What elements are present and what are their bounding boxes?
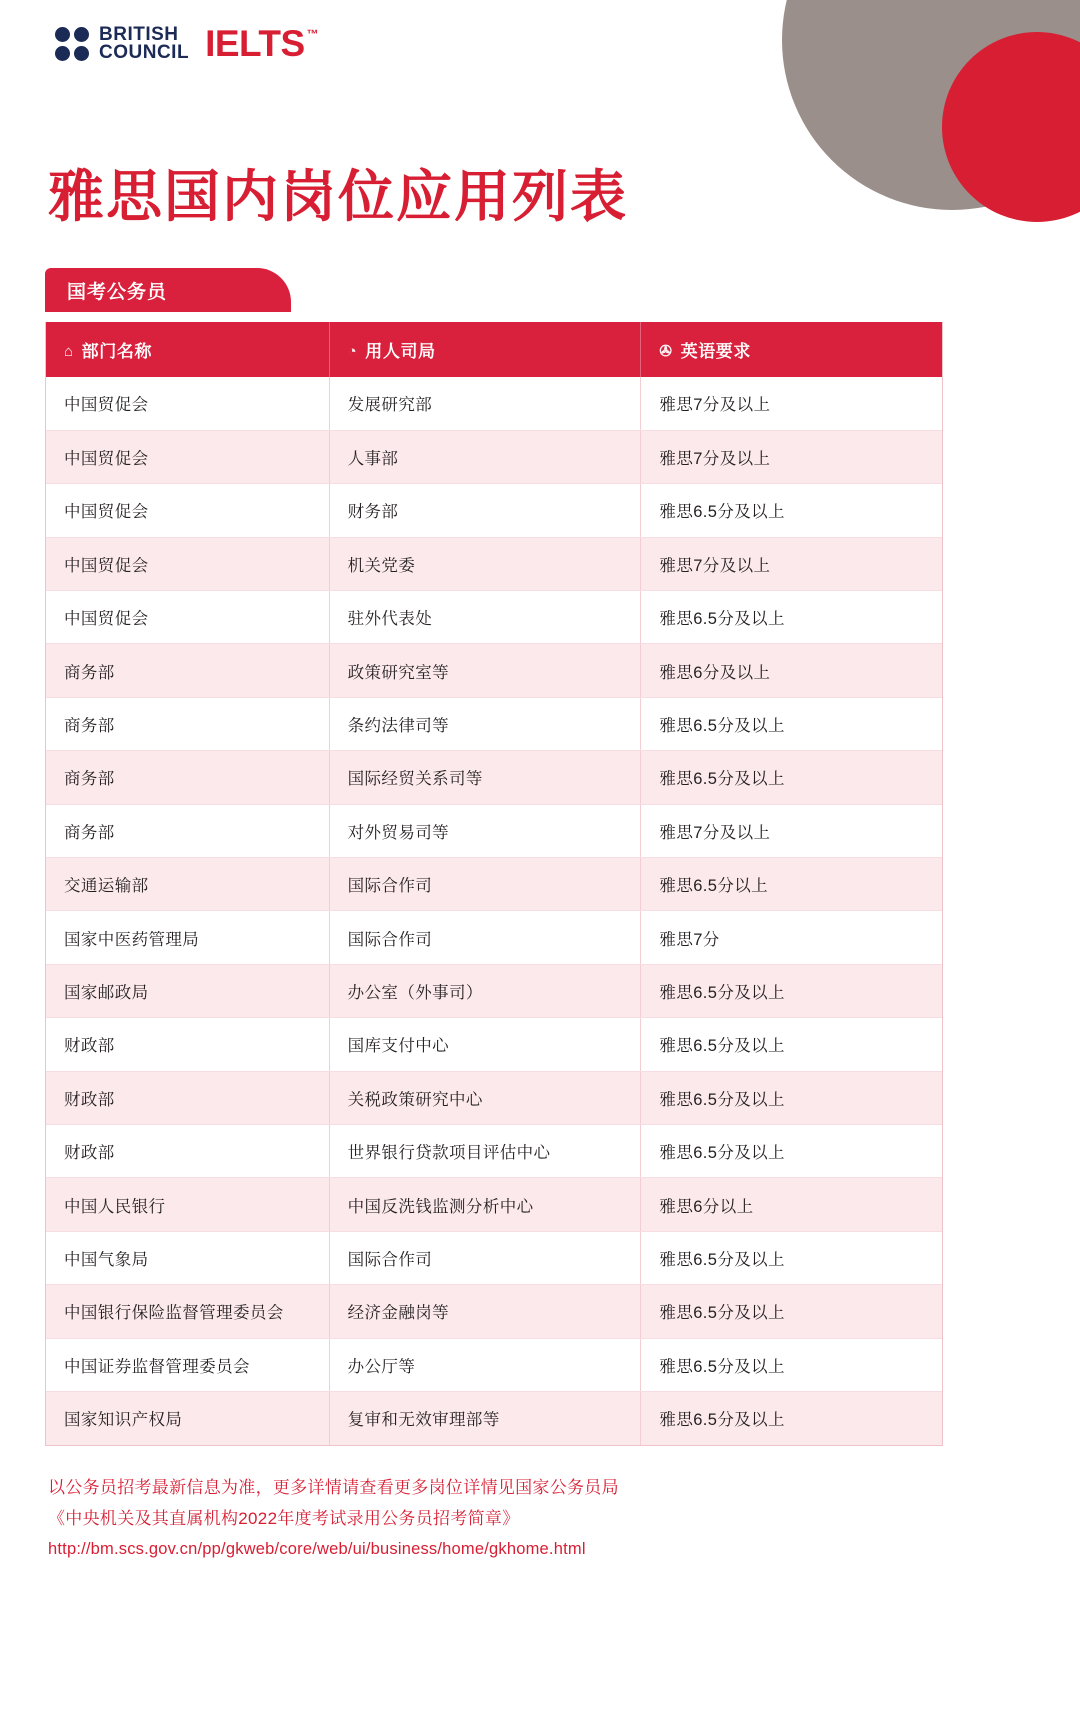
table-row <box>46 751 942 804</box>
column-header-bureau-label: 用人司局 <box>365 342 436 361</box>
footnote-url[interactable]: http://bm.scs.gov.cn/pp/gkweb/core/web/ui/business/home/gkhome.html <box>48 1540 586 1558</box>
table-row <box>46 1231 942 1284</box>
footnote-line-2: 《中央机关及其直属机构2022年度考试录用公务员招考简章》 <box>48 1509 520 1528</box>
table-row <box>46 1018 942 1071</box>
column-header-department-label: 部门名称 <box>81 342 153 361</box>
cell-bureau: 国际合作司 <box>329 1231 641 1284</box>
table-body <box>46 377 942 1445</box>
cell-bureau: 复审和无效审理部等 <box>329 1391 641 1444</box>
cell-department: 中国人民银行 <box>46 1178 329 1231</box>
table-row <box>46 377 942 430</box>
cell-bureau: 条约法律司等 <box>329 697 641 750</box>
cell-bureau: 中国反洗钱监测分析中心 <box>329 1178 641 1231</box>
cell-bureau: 国库支付中心 <box>329 1018 641 1071</box>
cell-bureau: 经济金融岗等 <box>329 1285 641 1338</box>
table-row <box>46 430 942 483</box>
cell-department: 中国证券监督管理委员会 <box>46 1338 329 1391</box>
cell-department: 中国气象局 <box>46 1231 329 1284</box>
jobs-table-container <box>45 322 943 1446</box>
cell-bureau: 办公厅等 <box>329 1338 641 1391</box>
cell-english-requirement: 雅思7分 <box>641 911 942 964</box>
clock-icon: ◔ <box>347 343 358 360</box>
cell-english-requirement: 雅思6.5分及以上 <box>641 484 942 537</box>
british-council-logo <box>55 26 189 62</box>
cell-bureau: 人事部 <box>329 430 641 483</box>
cell-english-requirement: 雅思7分及以上 <box>641 377 942 430</box>
table-row <box>46 804 942 857</box>
ielts-wordmark: IELTS <box>205 23 305 64</box>
british-council-dots-icon <box>55 27 89 61</box>
table-row <box>46 1124 942 1177</box>
cell-bureau: 国际合作司 <box>329 858 641 911</box>
cell-english-requirement: 雅思7分及以上 <box>641 537 942 590</box>
table-row <box>46 1071 942 1124</box>
column-header-bureau <box>329 322 641 377</box>
cell-english-requirement: 雅思6.5分及以上 <box>641 964 942 1017</box>
trademark-symbol: ™ <box>306 27 319 41</box>
section-tab <box>45 268 291 312</box>
cell-bureau: 驻外代表处 <box>329 591 641 644</box>
footnotes <box>48 1472 968 1565</box>
page-title: 雅思国内岗位应用列表 <box>48 165 628 228</box>
british-council-line-1: BRITISH <box>99 24 179 45</box>
cell-english-requirement: 雅思7分及以上 <box>641 804 942 857</box>
table-row <box>46 1178 942 1231</box>
cell-bureau: 发展研究部 <box>329 377 641 430</box>
table-header-row <box>46 322 942 377</box>
cell-english-requirement: 雅思6分以上 <box>641 1178 942 1231</box>
cell-english-requirement: 雅思6分及以上 <box>641 644 942 697</box>
table-row <box>46 484 942 537</box>
cell-english-requirement: 雅思6.5分及以上 <box>641 591 942 644</box>
cell-english-requirement: 雅思6.5分及以上 <box>641 697 942 750</box>
column-header-english-requirement <box>641 322 942 377</box>
table-row <box>46 591 942 644</box>
cell-department: 商务部 <box>46 697 329 750</box>
cell-english-requirement: 雅思6.5分及以上 <box>641 751 942 804</box>
cell-bureau: 国际经贸关系司等 <box>329 751 641 804</box>
table-row <box>46 644 942 697</box>
cell-department: 商务部 <box>46 644 329 697</box>
jobs-table <box>46 322 942 1445</box>
cell-bureau: 国际合作司 <box>329 911 641 964</box>
cell-department: 财政部 <box>46 1018 329 1071</box>
cell-bureau: 机关党委 <box>329 537 641 590</box>
table-row <box>46 1285 942 1338</box>
cell-department: 国家邮政局 <box>46 964 329 1017</box>
table-row <box>46 858 942 911</box>
table-row <box>46 964 942 1017</box>
cell-department: 财政部 <box>46 1071 329 1124</box>
cell-department: 财政部 <box>46 1124 329 1177</box>
cell-english-requirement: 雅思6.5分及以上 <box>641 1018 942 1071</box>
cell-department: 中国银行保险监督管理委员会 <box>46 1285 329 1338</box>
cell-bureau: 办公室（外事司） <box>329 964 641 1017</box>
ielts-logo <box>205 23 319 64</box>
cell-bureau: 政策研究室等 <box>329 644 641 697</box>
cell-department: 国家知识产权局 <box>46 1391 329 1444</box>
table-row <box>46 537 942 590</box>
section-tab-label: 国考公务员 <box>45 268 291 312</box>
cell-english-requirement: 雅思7分及以上 <box>641 430 942 483</box>
cell-department: 商务部 <box>46 804 329 857</box>
table-row <box>46 697 942 750</box>
speech-bubble-icon: ✇ <box>659 343 673 360</box>
cell-department: 中国贸促会 <box>46 430 329 483</box>
cell-department: 中国贸促会 <box>46 591 329 644</box>
column-header-department <box>46 322 329 377</box>
cell-english-requirement: 雅思6.5分及以上 <box>659 1411 785 1430</box>
table-row <box>46 1391 942 1444</box>
cell-english-requirement: 雅思6.5分及以上 <box>641 1338 942 1391</box>
cell-department: 国家中医药管理局 <box>46 911 329 964</box>
column-header-english-requirement-label: 英语要求 <box>680 342 751 361</box>
cell-english-requirement: 雅思6.5分及以上 <box>641 1124 942 1177</box>
cell-department: 中国贸促会 <box>46 537 329 590</box>
cell-bureau: 关税政策研究中心 <box>329 1071 641 1124</box>
cell-english-requirement: 雅思6.5分及以上 <box>641 1071 942 1124</box>
cell-department: 商务部 <box>46 751 329 804</box>
cell-english-requirement: 雅思6.5分及以上 <box>641 1231 942 1284</box>
cell-department: 中国贸促会 <box>46 377 329 430</box>
cell-bureau: 对外贸易司等 <box>329 804 641 857</box>
cell-english-requirement: 雅思6.5分及以上 <box>641 1285 942 1338</box>
cell-bureau: 财务部 <box>329 484 641 537</box>
logo-row <box>55 23 319 64</box>
table-row <box>46 911 942 964</box>
table-row <box>46 1338 942 1391</box>
footnote-line-1: 以公务员招考最新信息为准，更多详情请查看更多岗位详情见国家公务员局 <box>48 1478 619 1497</box>
british-council-line-2: COUNCIL <box>99 42 190 63</box>
cell-english-requirement: 雅思6.5分以上 <box>641 858 942 911</box>
home-icon: ⌂ <box>64 343 74 360</box>
cell-department: 中国贸促会 <box>46 484 329 537</box>
cell-department: 交通运输部 <box>46 858 329 911</box>
table-head <box>46 322 942 377</box>
cell-bureau: 世界银行贷款项目评估中心 <box>329 1124 641 1177</box>
british-council-wordmark <box>99 26 189 62</box>
